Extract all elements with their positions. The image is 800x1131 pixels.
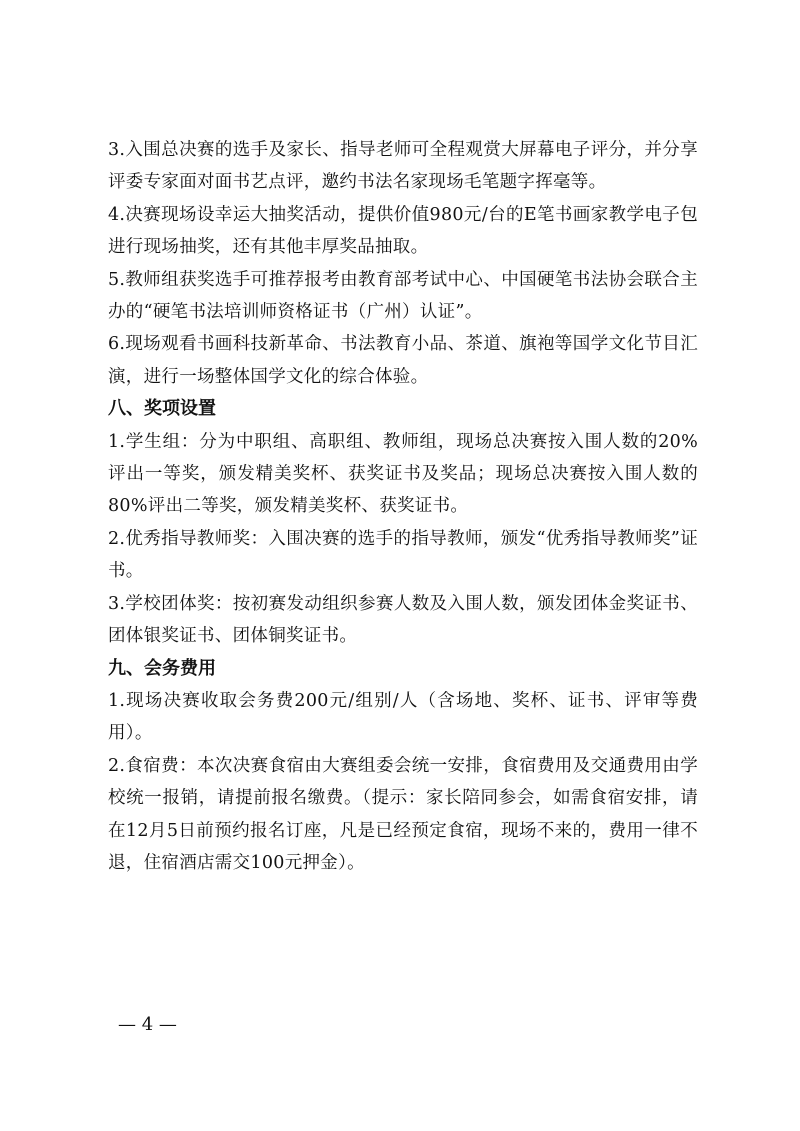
awards-item-1: 1.学生组：分为中职组、高职组、教师组，现场总决赛按入围人数的20%评出一等奖，颁发精美奖杯、获奖证书及奖品；现场总决赛按入围人数的80%评出二等奖，颁发精美奖杯、获奖证书。 — [108, 431, 698, 517]
paragraph-3: 3.入围总决赛的选手及家长、指导老师可全程观赏大屏幕电子评分，并分享评委专家面对面书艺点评，邀约书法名家现场毛笔题字挥毫等。 — [108, 140, 698, 193]
paragraph-5: 5.教师组获奖选手可推荐报考由教育部考试中心、中国硬笔书法协会联合主办的“硬笔书法培训师资格证书（广州）认证”。 — [108, 269, 698, 323]
awards-item-3: 3.学校团体奖：按初赛发动组织参赛人数及入围人数，颁发团体金奖证书、团体银奖证书、团体铜奖证书。 — [108, 593, 698, 647]
paragraph-6: 6.现场观看书画科技新革命、书法教育小品、茶道、旗袍等国学文化节目汇演，进行一场整体国学文化的综合体验。 — [108, 334, 698, 387]
section-heading-awards: 八、奖项设置 — [108, 398, 216, 420]
document-body — [108, 134, 698, 879]
section-heading-fees: 九、会务费用 — [108, 657, 216, 679]
awards-item-2: 2.优秀指导教师奖：入围决赛的选手的指导教师，颁发“优秀指导教师奖”证书。 — [108, 528, 698, 582]
page-number: — 4 — — [118, 1014, 177, 1035]
paragraph-4: 4.决赛现场设幸运大抽奖活动，提供价值980元/台的E笔书画家教学电子包进行现场抽奖，还有其他丰厚奖品抽取。 — [108, 204, 698, 258]
fees-item-1: 1.现场决赛收取会务费200元/组别/人（含场地、奖杯、证书、评审等费用）。 — [108, 690, 698, 744]
fees-item-2: 2.食宿费：本次决赛食宿由大赛组委会统一安排，食宿费用及交通费用由学校统一报销，请提前报名缴费。（提示：家长陪同参会，如需食宿安排，请在12月5日前预约报名订座，凡是已经预定食宿，现场不来的，费用一律不退，住宿酒店需交100元押金）。 — [108, 755, 698, 873]
